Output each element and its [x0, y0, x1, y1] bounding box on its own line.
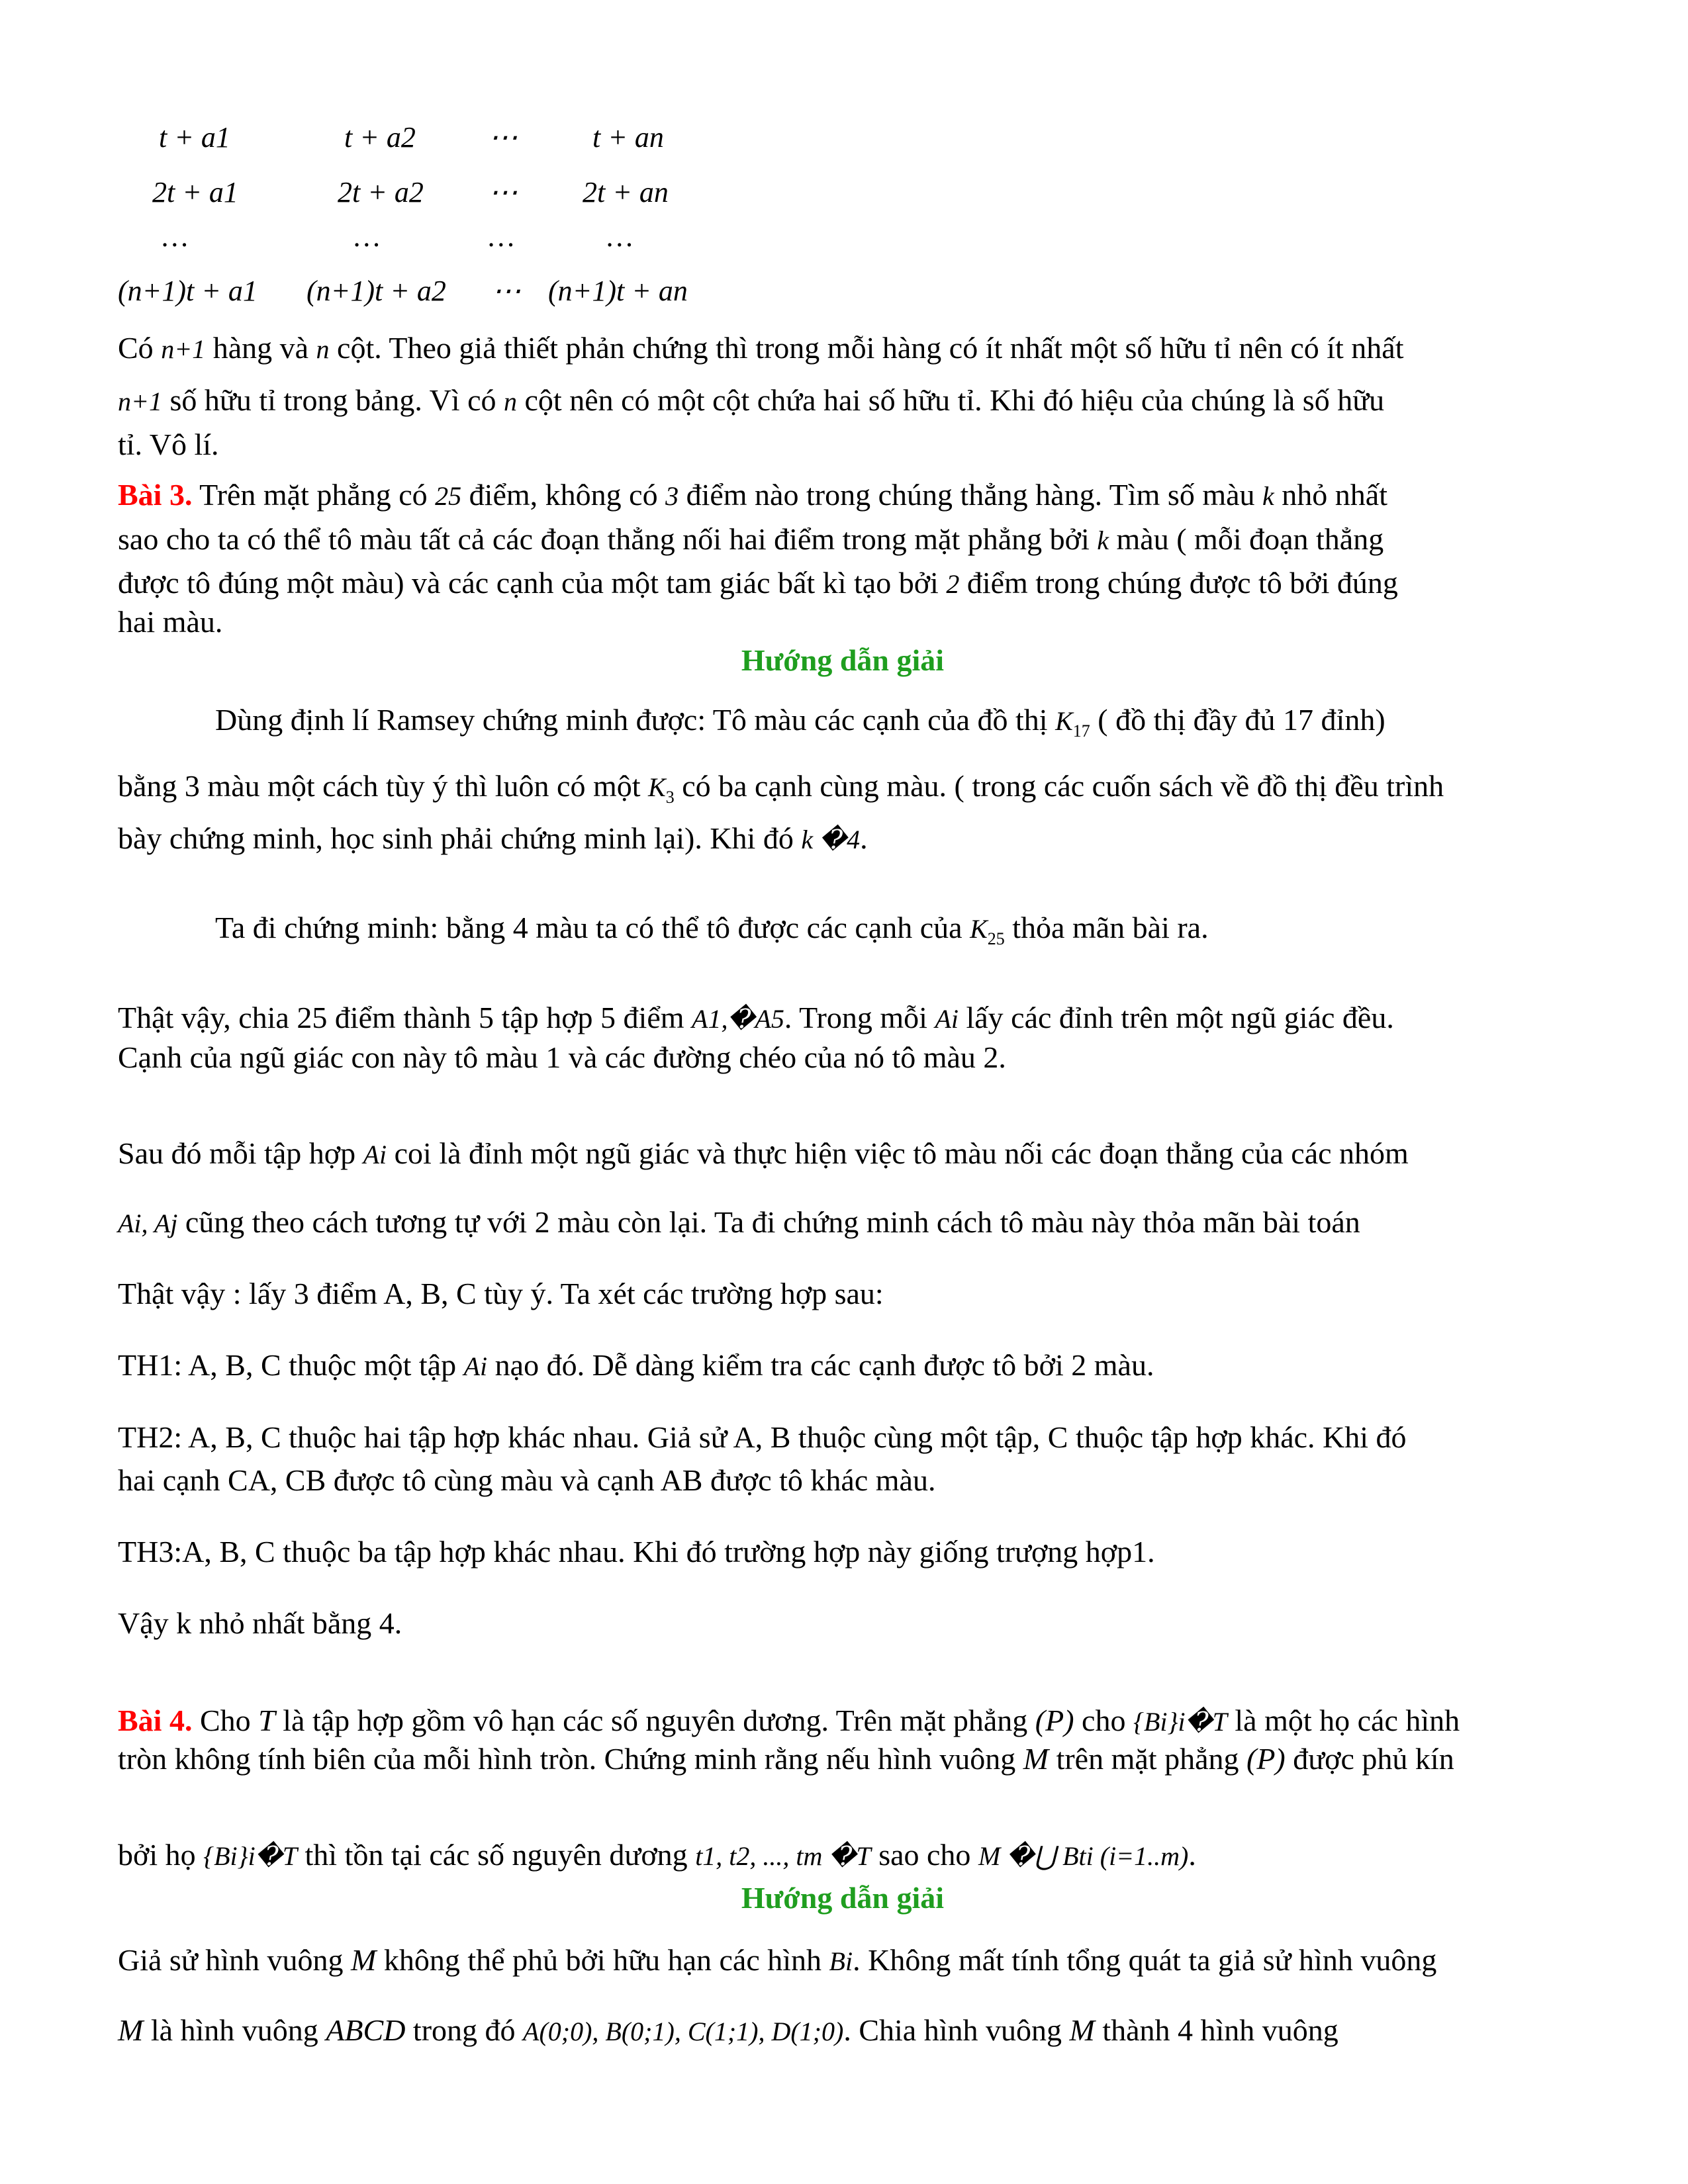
- text: cột. Theo giả thiết phản chứng thì trong mỗi hàng có ít nhất một số hữu tỉ nên có ít nhất: [329, 331, 1404, 365]
- matrix-cell: ⋯: [489, 176, 518, 208]
- text: là một họ các hình: [1227, 1704, 1460, 1737]
- text: cột nên có một cột chứa hai số hữu tỉ. Khi đó hiệu của chúng là số hữu: [517, 383, 1385, 417]
- text: được phủ kín: [1285, 1742, 1454, 1776]
- text: hai màu.: [118, 605, 223, 639]
- text: có ba cạnh cùng màu. ( trong các cuốn sách về đồ thị đều trình: [674, 769, 1444, 803]
- text: bày chứng minh, học sinh phải chứng minh lại). Khi đó: [118, 821, 802, 855]
- matrix-cell: ⋯: [489, 121, 518, 154]
- text: sao cho ta có thể tô màu tất cả các đoạn thẳng nối hai điểm trong mặt phẳng bởi: [118, 522, 1098, 556]
- text: hàng và: [205, 331, 316, 365]
- matrix-cell: 2t + a1: [152, 176, 238, 208]
- text: .: [860, 821, 868, 855]
- paragraph-line: [118, 1203, 1568, 1244]
- text: Ta đi chứng minh: bằng 4 màu ta có thể tô được các cạnh của: [215, 911, 970, 944]
- paragraph-line: [118, 1274, 1568, 1314]
- paragraph-line: [118, 766, 1568, 817]
- math-expr: n: [504, 387, 517, 416]
- text: điểm nào trong chúng thẳng hàng. Tìm số màu: [679, 478, 1263, 512]
- text: Có: [118, 331, 162, 365]
- text: là hình vuông: [143, 2013, 326, 2047]
- text: tỉ. Vô lí.: [118, 428, 219, 461]
- math-expr: n+1: [161, 334, 206, 364]
- math-expr: {Bi}i�T: [1133, 1707, 1227, 1737]
- text: cũng theo cách tương tự với 2 màu còn lại. Ta đi chứng minh cách tô màu này thỏa mãn bài toán: [177, 1205, 1360, 1239]
- problem-3-line: [118, 520, 1568, 561]
- text: nhỏ nhất: [1274, 478, 1387, 512]
- math-subscript: 17: [1072, 721, 1090, 741]
- text: tròn không tính biên của mỗi hình tròn. Chứng minh rằng nếu hình vuông: [118, 1742, 1023, 1776]
- text: Trên mặt phẳng có: [192, 478, 436, 512]
- matrix-cell: …: [489, 220, 515, 253]
- text: là tập hợp gồm vô hạn các số nguyên dương. Trên mặt phẳng: [275, 1704, 1035, 1737]
- text: Sau đó mỗi tập hợp: [118, 1136, 363, 1170]
- matrix-row-3: [162, 218, 758, 255]
- paragraph-line: [215, 700, 1568, 751]
- problem-4-line: [118, 1835, 1568, 1876]
- math-expr: A1,�A5: [692, 1004, 784, 1034]
- paragraph-line: [118, 819, 1568, 860]
- solution-heading: [118, 641, 1568, 680]
- math-expr: (P): [1035, 1704, 1074, 1737]
- math-expr: M: [1069, 2013, 1095, 2047]
- matrix-cell: (n+1)t + a2: [306, 275, 446, 307]
- text: TH3:A, B, C thuộc ba tập hợp khác nhau. Khi đó trường hợp này giống trượng hợp1.: [118, 1535, 1155, 1569]
- math-expr: k �4: [801, 825, 861, 854]
- solution-heading-text: Hướng dẫn giải: [741, 1881, 945, 1915]
- math-expr: K: [648, 772, 666, 802]
- math-expr: M: [1023, 1742, 1049, 1776]
- text: .: [1188, 1838, 1196, 1872]
- math-expr: n: [316, 334, 330, 364]
- text: Cạnh của ngũ giác con này tô màu 1 và các đường chéo của nó tô màu 2.: [118, 1040, 1006, 1074]
- text: cho: [1074, 1704, 1133, 1737]
- math-expr: {Bi}i�T: [203, 1841, 298, 1871]
- paragraph-line: [215, 908, 1568, 959]
- paragraph-line: [118, 1461, 1568, 1500]
- text: màu ( mỗi đoạn thẳng: [1109, 522, 1384, 556]
- matrix-cell: 2t + a2: [338, 176, 424, 208]
- text: trên mặt phẳng: [1049, 1742, 1246, 1776]
- text: nạo đó. Dễ dàng kiểm tra các cạnh được tô bởi 2 màu.: [487, 1348, 1154, 1382]
- text: sao cho: [870, 1838, 978, 1872]
- problem-3-line: [118, 602, 1568, 642]
- text: TH2: A, B, C thuộc hai tập hợp khác nhau. Giả sử A, B thuộc cùng một tập, C thuộc tập hợp khác. Khi đó: [118, 1420, 1407, 1454]
- text: . Chia hình vuông: [843, 2013, 1070, 2047]
- paragraph-line: [118, 1604, 1568, 1643]
- matrix-cell: t + a2: [344, 121, 416, 154]
- math-expr: K: [970, 914, 988, 944]
- math-expr: Ai: [935, 1004, 959, 1034]
- math-expr: 25: [435, 481, 462, 511]
- solution-heading-text: Hướng dẫn giải: [741, 643, 945, 677]
- solution-heading: [118, 1878, 1568, 1918]
- paragraph-line: [118, 2011, 1568, 2052]
- text: Cho: [192, 1704, 259, 1737]
- matrix-cell: 2t + an: [583, 176, 669, 208]
- paragraph-line: [118, 1038, 1568, 1077]
- paragraph-line: [118, 1418, 1568, 1457]
- text: số hữu tỉ trong bảng. Vì có: [162, 383, 504, 417]
- math-expr: Ai, Aj: [118, 1208, 178, 1238]
- paragraph-line: [118, 1940, 1568, 1981]
- math-expr: A(0;0), B(0;1), C(1;1), D(1;0): [523, 2017, 844, 2046]
- matrix-row-2: [152, 174, 748, 211]
- math-expr: M: [351, 1943, 377, 1977]
- math-expr: T: [258, 1704, 275, 1737]
- math-expr: K: [1055, 706, 1073, 736]
- paragraph-line: [118, 328, 1568, 369]
- problem-3-line: [118, 563, 1568, 604]
- matrix-row-1: [159, 119, 755, 156]
- text: thành 4 hình vuông: [1094, 2013, 1338, 2047]
- math-expr: 2: [946, 569, 960, 599]
- matrix-cell: …: [162, 220, 189, 253]
- matrix-cell: …: [354, 220, 381, 253]
- text: Vậy k nhỏ nhất bằng 4.: [118, 1606, 402, 1640]
- matrix-cell: ⋯: [492, 275, 521, 307]
- text: Thật vậy : lấy 3 điểm A, B, C tùy ý. Ta xét các trường hợp sau:: [118, 1277, 884, 1310]
- text: không thể phủ bởi hữu hạn các hình: [376, 1943, 829, 1977]
- paragraph-line: [118, 1345, 1568, 1387]
- matrix-cell: t + a1: [159, 121, 230, 154]
- math-expr: ABCD: [326, 2013, 406, 2047]
- math-expr: k: [1262, 481, 1274, 511]
- matrix-cell: (n+1)t + a1: [118, 275, 258, 307]
- math-subscript: 25: [987, 929, 1005, 948]
- matrix-cell: (n+1)t + an: [548, 275, 688, 307]
- text: bằng 3 màu một cách tùy ý thì luôn có một: [118, 769, 649, 803]
- text: coi là đỉnh một ngũ giác và thực hiện việc tô màu nối các đoạn thẳng của các nhóm: [387, 1136, 1409, 1170]
- math-expr: Ai: [363, 1140, 387, 1169]
- text: Dùng định lí Ramsey chứng minh được: Tô màu các cạnh của đồ thị: [215, 703, 1056, 737]
- text: điểm trong chúng được tô bởi đúng: [959, 566, 1398, 600]
- problem-label: Bài 4.: [118, 1704, 193, 1737]
- matrix-row-4: [118, 273, 780, 310]
- math-expr: M �⋃ Bti (i=1..m): [978, 1841, 1189, 1871]
- problem-4-line: [118, 1739, 1568, 1779]
- text: TH1: A, B, C thuộc một tập: [118, 1348, 464, 1382]
- problem-4-line: [118, 1701, 1568, 1742]
- math-expr: k: [1097, 525, 1109, 555]
- text: lấy các đỉnh trên một ngũ giác đều.: [958, 1001, 1394, 1034]
- matrix-cell: …: [607, 220, 633, 253]
- paragraph-line: [118, 381, 1568, 422]
- math-expr: 3: [665, 481, 679, 511]
- text: thỏa mãn bài ra.: [1004, 911, 1209, 944]
- paragraph-line: [118, 998, 1568, 1039]
- math-expr: n+1: [118, 387, 162, 416]
- text: được tô đúng một màu) và các cạnh của một tam giác bất kì tạo bởi: [118, 566, 947, 600]
- text: Giả sử hình vuông: [118, 1943, 352, 1977]
- paragraph-line: [118, 1532, 1568, 1572]
- math-expr: t1, t2, ..., tm �T: [695, 1841, 871, 1871]
- math-expr: M: [118, 2013, 144, 2047]
- problem-3-line: [118, 475, 1568, 516]
- math-subscript: 3: [665, 788, 675, 807]
- text: bởi họ: [118, 1838, 204, 1872]
- text: Thật vậy, chia 25 điểm thành 5 tập hợp 5 điểm: [118, 1001, 692, 1034]
- paragraph-line: [118, 425, 1568, 465]
- problem-label: Bài 3.: [118, 478, 193, 512]
- text: thì tồn tại các số nguyên dương: [297, 1838, 696, 1872]
- text: điểm, không có: [461, 478, 666, 512]
- matrix-cell: t + an: [592, 121, 664, 154]
- text: ( đồ thị đầy đủ 17 đỉnh): [1090, 703, 1385, 737]
- math-expr: Bi: [829, 1946, 853, 1976]
- text: hai cạnh CA, CB được tô cùng màu và cạnh AB được tô khác màu.: [118, 1463, 936, 1497]
- text: trong đó: [405, 2013, 524, 2047]
- text: . Không mất tính tổng quát ta giả sử hình vuông: [853, 1943, 1437, 1977]
- math-expr: (P): [1246, 1742, 1286, 1776]
- text: . Trong mỗi: [784, 1001, 935, 1034]
- math-expr: Ai: [463, 1351, 488, 1381]
- paragraph-line: [118, 1134, 1568, 1175]
